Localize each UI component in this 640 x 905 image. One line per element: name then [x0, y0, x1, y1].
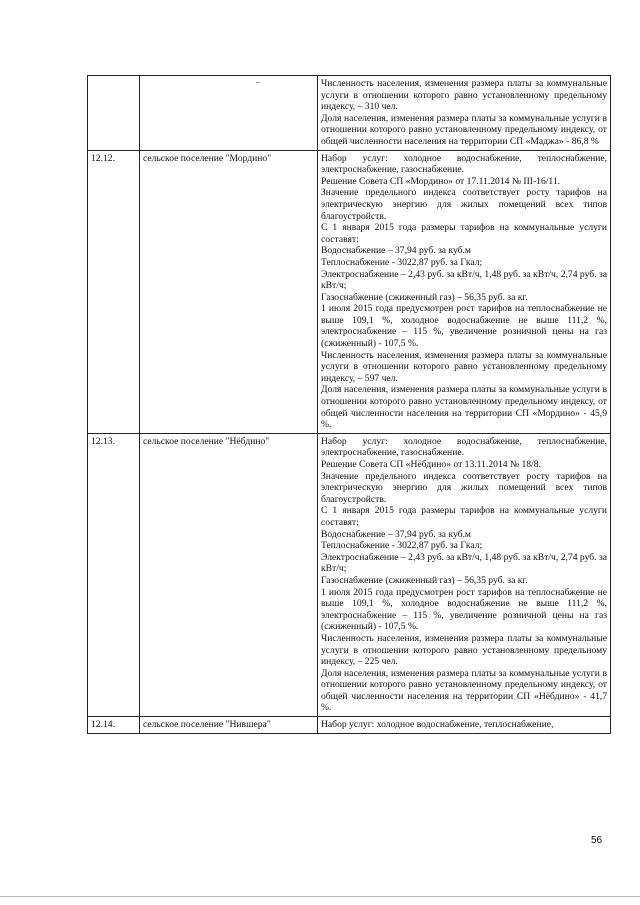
table-row	[88, 717, 611, 734]
description-paragraph: Теплоснабжение - 3022,87 руб. за Гкал;	[321, 540, 483, 552]
tariff-description	[318, 433, 611, 716]
row-number: 12.13.	[88, 433, 140, 716]
table-row	[88, 76, 611, 151]
bottom-rule	[0, 896, 640, 897]
tariff-description	[318, 717, 611, 734]
description-paragraph: Набор услуг: холодное водоснабжение, теплоснабжение,	[321, 719, 554, 731]
description-paragraph: Решение Совета СП «Мордино» от 17.11.2014 № III-16/11.	[321, 175, 561, 187]
table-row	[88, 150, 611, 433]
row-number	[88, 76, 140, 151]
description-paragraph: Численность населения, изменения размера платы за коммунальные услуги в отношении которого равно установленному предельному индексу, – 597 чел.	[321, 349, 607, 384]
description-paragraph: Набор услуг: холодное водоснабжение, теплоснабжение, электроснабжение, газоснабжение.	[321, 435, 607, 459]
description-paragraph: 1 июля 2015 года предусмотрен рост тарифов на теплоснабжение не выше 109,1 %, холодное водоснабжение не выше 111,2 %, электроснабжение – 115 %, увеличение розничной цены на газ (сжиженный) - 107,5 %.	[321, 303, 607, 350]
description-paragraph: Численность населения, изменения размера платы за коммунальные услуги в отношении которого равно установленному предельному индексу, – 310 чел.	[321, 78, 607, 113]
settlement-name	[140, 76, 318, 151]
settlement-name: сельское поселение "Мордино"	[140, 150, 318, 433]
description-paragraph: Водоснабжение – 37,94 руб. за куб.м	[321, 528, 472, 540]
description-paragraph: Решение Совета СП «Нёбдино» от 13.11.2014 № 18/8.	[321, 459, 541, 470]
description-paragraph: 1 июля 2015 года предусмотрен рост тарифов на теплоснабжение не выше 109,1 %, холодное водоснабжение не выше 111,2 %, электроснабжение – 115 %, увеличение розничной цены на газ (сжиженный) - 107,5 %.	[321, 586, 607, 633]
description-paragraph: Значение предельного индекса соответствует росту тарифов на электрическую энергию для жилых помещений всех типов благоустройств.	[321, 470, 607, 505]
description-paragraph: Электроснабжение – 2,43 руб. за кВт/ч, 1,48 руб. за кВт/ч, 2,74 руб. за кВт/ч;	[321, 551, 607, 575]
settlement-name: сельское поселение "Нёбдино"	[140, 433, 318, 716]
description-paragraph: Доля населения, изменения размера платы за коммунальные услуги в отношении которого равно установленному предельному индексу, от общей численности населения на территории СП «Мордино» - 45,9 %.	[321, 384, 607, 431]
description-paragraph: Доля населения, изменения размера платы за коммунальные услуги в отношении которого равно установленному предельному индексу, от общей численности населения на территории СП «Маджа» - 86,8 %	[321, 112, 607, 147]
description-paragraph: Газоснабжение (сжиженный газ) – 56,35 руб. за кг.	[321, 574, 528, 586]
row-number: 12.12.	[88, 150, 140, 433]
description-paragraph: Значение предельного индекса соответствует росту тарифов на электрическую энергию для жилых помещений всех типов благоустройств.	[321, 187, 607, 222]
table-row	[88, 433, 611, 716]
description-paragraph: Водоснабжение – 37,94 руб. за куб.м	[321, 245, 472, 257]
tariff-table	[87, 75, 611, 734]
page-number: 56	[591, 835, 603, 846]
tariff-description	[318, 76, 611, 151]
description-paragraph: Газоснабжение (сжиженный газ) – 56,35 руб. за кг.	[321, 291, 528, 303]
description-paragraph: С 1 января 2015 года размеры тарифов на коммунальные услуги составят:	[321, 222, 607, 245]
description-paragraph: Электроснабжение – 2,43 руб. за кВт/ч, 1,48 руб. за кВт/ч, 2,74 руб. за кВт/ч;	[321, 268, 607, 292]
description-paragraph: Набор услуг: холодное водоснабжение, теплоснабжение, электроснабжение, газоснабжение.	[321, 152, 607, 176]
description-paragraph: Теплоснабжение - 3022,87 руб. за Гкал;	[321, 256, 483, 268]
row-number: 12.14.	[88, 717, 140, 734]
description-paragraph: Доля населения, изменения размера платы за коммунальные услуги в отношении которого равно установленному предельному индексу, от общей численности населения на территории СП «Нёбдино» - 41,7 %.	[321, 667, 607, 714]
settlement-name: сельское поселение "Нившера"	[140, 717, 318, 734]
tariff-description	[318, 150, 611, 433]
tariff-table-body	[88, 76, 611, 734]
description-paragraph: Численность населения, изменения размера платы за коммунальные услуги в отношении которого равно установленному предельному индексу, – 225 чел.	[321, 632, 607, 668]
description-paragraph: С 1 января 2015 года размеры тарифов на коммунальные услуги составят:	[321, 505, 607, 528]
